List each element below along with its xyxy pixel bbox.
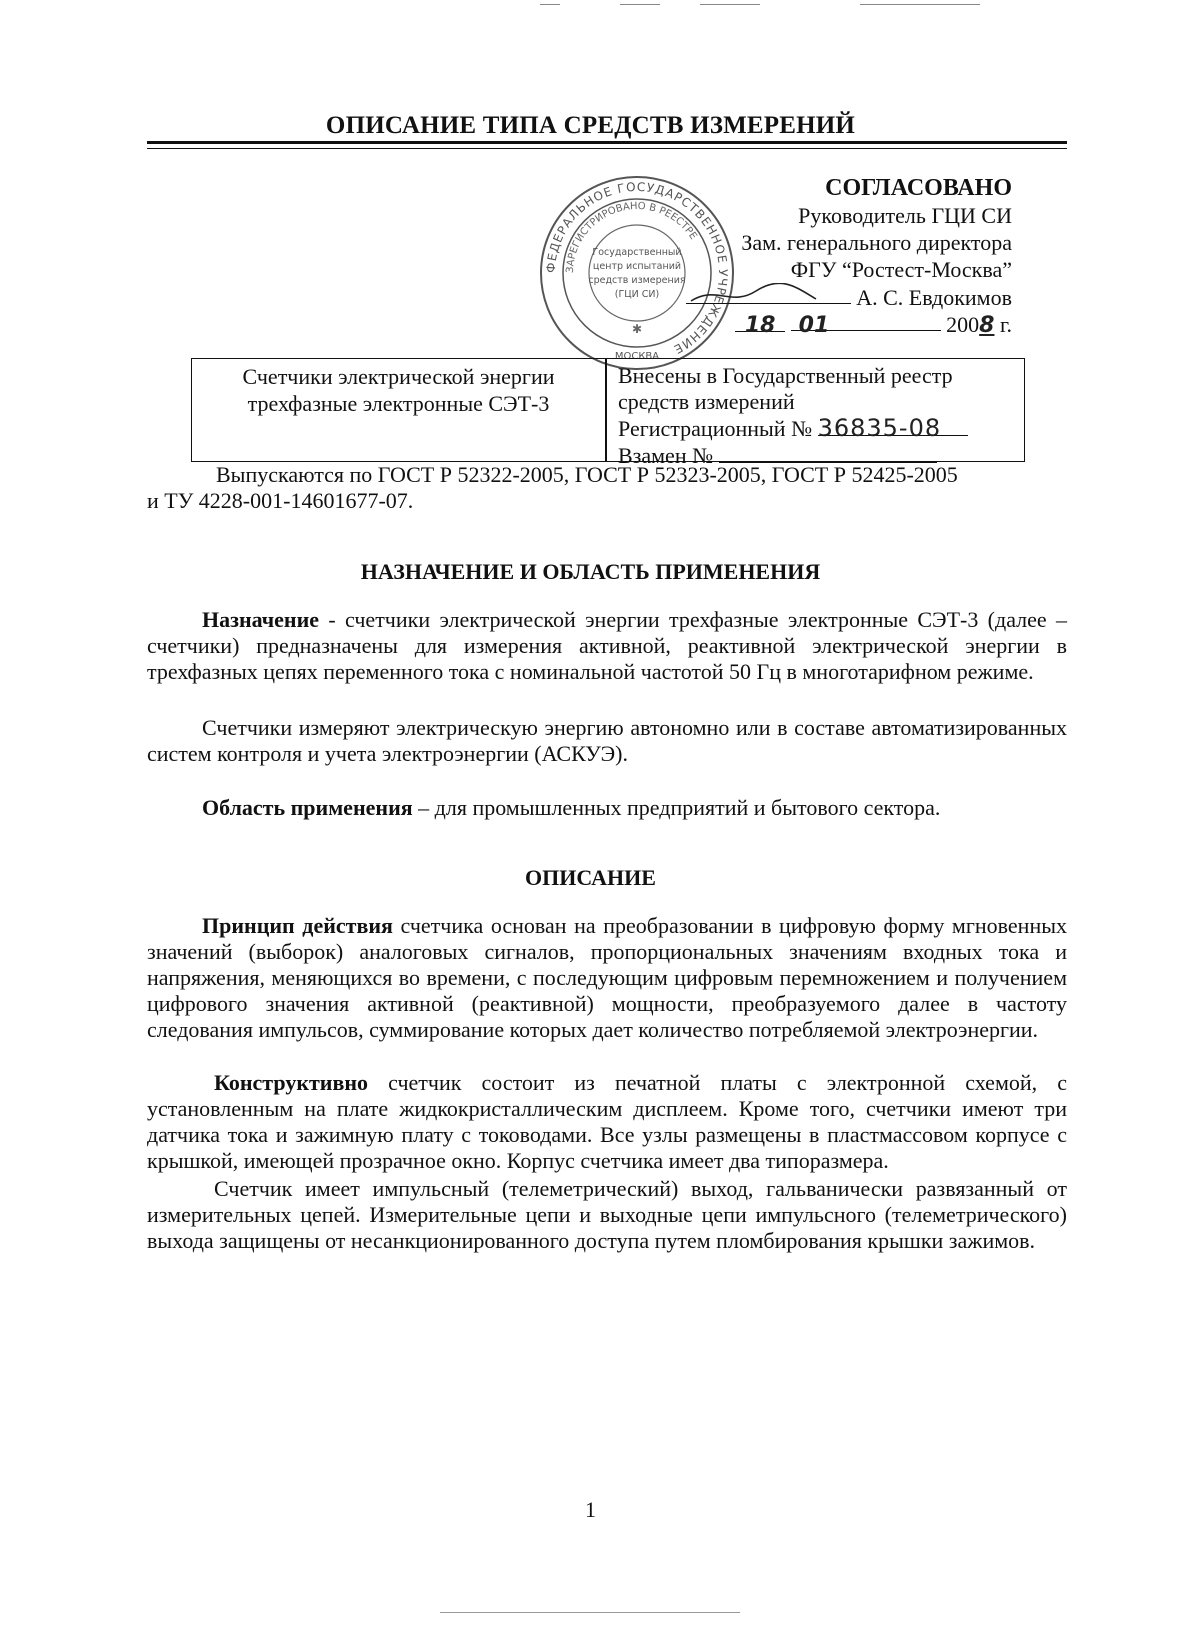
seal-bottom-text: МОСКВА (614, 351, 660, 362)
scan-artifact (440, 1612, 740, 1613)
registration-number-blank (817, 414, 968, 442)
construction-label: Конструктивно (214, 1070, 369, 1095)
section-heading-purpose: НАЗНАЧЕНИЕ И ОБЛАСТЬ ПРИМЕНЕНИЯ (360, 559, 821, 584)
construction-text: счетчик состоит из печатной платы с электронной схемой, с установленным на плате жидкокристаллическим дисплеем. Кроме того, счетчики имеют три датчика тока и зажимную плату с тоководами. Все узлы размещены в пластмассовом корпусе с крышкой, имеющей прозрачное окно. Корпус счетчика имеет два типоразмера. (147, 1070, 1067, 1173)
registration-label: Регистрационный № (618, 416, 813, 441)
approval-heading: СОГЛАСОВАНО (825, 175, 1012, 201)
purpose-paragraph (147, 607, 1067, 685)
document-title: ОПИСАНИЕ ТИПА СРЕДСТВ ИЗМЕРЕНИЙ (325, 112, 856, 139)
seal-star-icon: ✱ (631, 322, 643, 336)
replacement-blank (719, 442, 937, 463)
principle-paragraph (147, 913, 1067, 1043)
seal-inner-line-3: средств измерения (588, 275, 686, 286)
registration-number-line (618, 415, 968, 442)
seal-outer-text: ФЕДЕРАЛЬНОЕ ГОСУДАРСТВЕННОЕ УЧРЕЖДЕНИЕ (543, 179, 731, 357)
table-divider (605, 359, 607, 461)
application-paragraph (202, 795, 940, 821)
principle-text: счетчика основан на преобразовании в цифровую форму мгновенных значений (выборок) аналоговых сигналов, пропорциональных значениям входных тока и напряжения, меняющихся во времени, с последующим цифровым перемножением и получением цифрового значения активной (реактивной) мощности, преобразуемого далее в частоту следования импульсов, суммирование которых дает количество потребляемой электроэнергии. (147, 913, 1068, 1042)
registration-number: 36835-08 (817, 414, 942, 442)
date-day: 18 (744, 313, 776, 338)
scan-artifact (620, 4, 660, 5)
page-number: 1 (585, 1497, 596, 1522)
purpose-label: Назначение (202, 607, 320, 632)
scan-artifact (860, 4, 980, 5)
registry-line-1: Внесены в Государственный реестр (618, 363, 953, 388)
application-label: Область применения (202, 795, 413, 820)
autonomy-paragraph: Счетчики измеряют электрическую энергию автономно или в составе автоматизированных систем контроля и учета электроэнергии (АСКУЭ). (147, 715, 1067, 766)
seal-side-text: ЗАРЕГИСТРИРОВАНО В РЕЕСТРЕ (564, 200, 699, 274)
registry-table (191, 358, 1025, 468)
construction-paragraph (147, 1070, 1067, 1174)
product-line-1: Счетчики электрической энергии (242, 364, 555, 389)
standards-line-2: и ТУ 4228-001-14601677-07. (147, 488, 414, 513)
registry-cell (618, 363, 968, 469)
title-rule-thick (147, 141, 1067, 144)
scan-artifact (540, 4, 560, 5)
handwritten-signature (686, 283, 851, 305)
standards-line-1: Выпускаются по ГОСТ Р 52322-2005, ГОСТ Р 52323-2005, ГОСТ Р 52425-2005 (216, 462, 958, 487)
date-month: 01 (798, 313, 830, 338)
seal-inner-line-1: Государственный (592, 247, 682, 258)
date-day-blank (735, 311, 785, 338)
year-digit: 8 (979, 313, 995, 338)
year-prefix: 200 (946, 312, 980, 337)
date-month-blank (791, 311, 941, 338)
application-text: – для промышленных предприятий и бытового сектора. (412, 795, 941, 820)
product-cell (192, 359, 605, 417)
principle-label: Принцип действия (202, 913, 393, 938)
product-line-2: трехфазные электронные СЭТ-3 (247, 391, 550, 416)
seal-inner-line-2: центр испытаний (592, 261, 682, 272)
approver-name: А. С. Евдокимов (856, 285, 1012, 310)
output-paragraph: Счетчик имеет импульсный (телеметрический) выход, гальванически развязанный от измерительных цепей. Измерительные цепи и выходные цепи импульсного (телеметрического) выхода защищены от несанкционированного доступа путем пломбирования крышки зажимов. (147, 1176, 1067, 1253)
purpose-text: - счетчики электрической энергии трехфазные электронные СЭТ-3 (далее – счетчики) предназначены для измерения активной, реактивной электрической энергии в трехфазных цепях переменного тока с номинальной частотой 50 Гц в многотарифном режиме. (147, 607, 1067, 684)
registry-line-2: средств измерений (618, 389, 795, 414)
seal-inner-line-4: (ГЦИ СИ) (614, 289, 660, 300)
approval-line-2: Зам. генерального директора (741, 230, 1012, 255)
signature-blank (686, 283, 851, 304)
approval-date-line (686, 311, 1012, 339)
approval-line-3: ФГУ “Ростест-Москва” (790, 257, 1012, 282)
approval-block (686, 175, 1012, 339)
year-suffix: г. (999, 312, 1012, 337)
scan-artifact (700, 4, 760, 5)
title-rule-thin (147, 148, 1067, 149)
approval-signature-line (686, 283, 1012, 311)
approval-line-1: Руководитель ГЦИ СИ (798, 203, 1012, 228)
section-heading-description: ОПИСАНИЕ (525, 865, 656, 890)
replacement-label: Взамен № (618, 443, 714, 468)
